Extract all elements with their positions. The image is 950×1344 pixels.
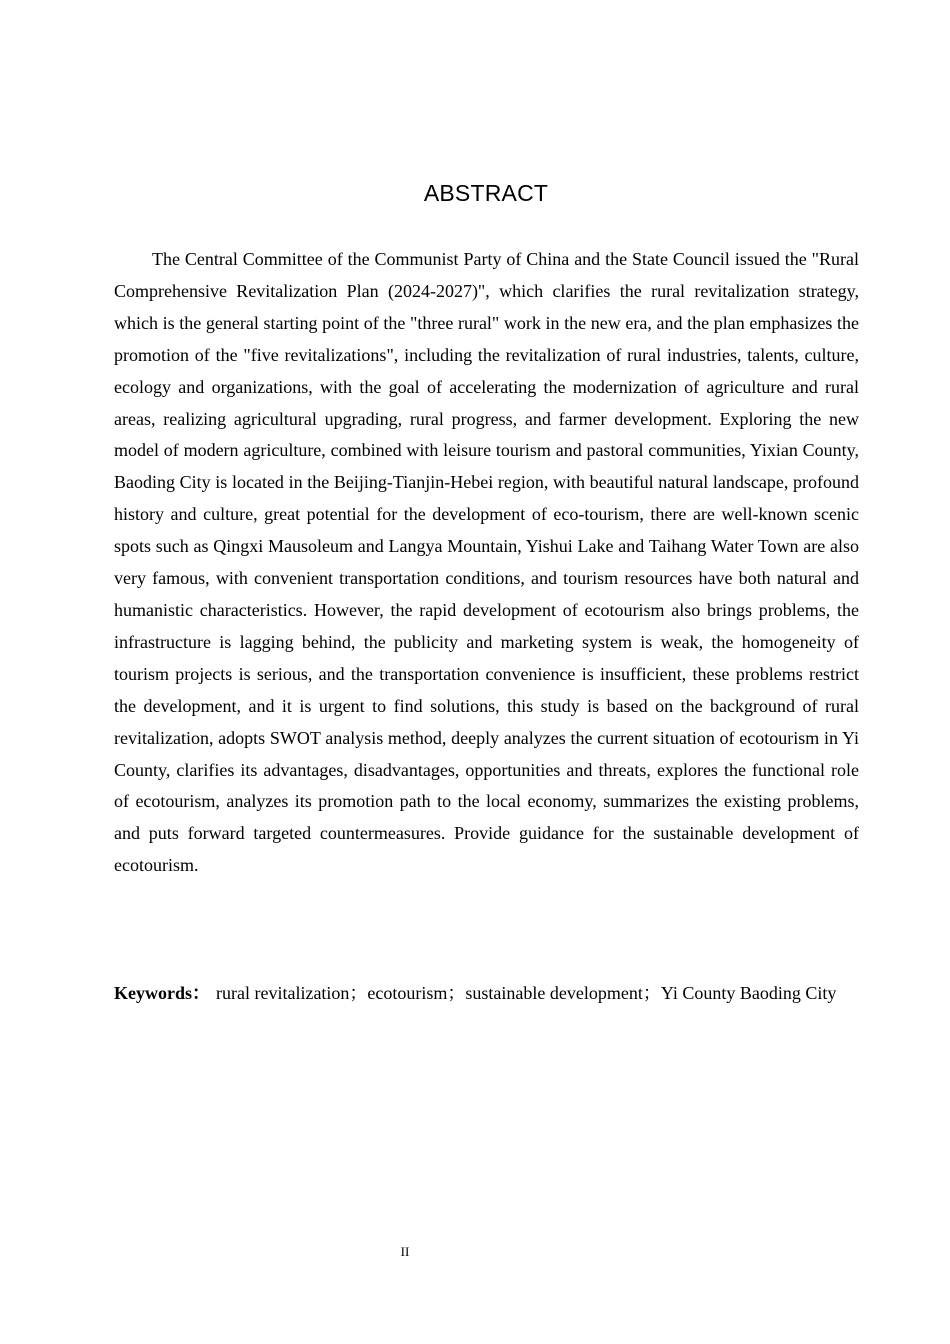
keywords-text: rural revitalization；ecotourism；sustainable development；Yi County Baoding City xyxy=(216,983,837,1003)
keywords-line xyxy=(114,978,859,1010)
abstract-heading: ABSTRACT xyxy=(423,180,549,206)
page-number: II xyxy=(400,1244,410,1259)
keywords-label: Keywords： xyxy=(114,983,210,1003)
abstract-body: The Central Committee of the Communist Party of China and the State Council issued the "Rural Comprehensive Revitalization Plan (2024-2027)", which clarifies the rural revitalization strategy, which is the general starting point of the "three rural" work in the new era, and the plan emphasizes the promotion of the "five revitalizations", including the revitalization of rural industries, talents, culture, ecology and organizations, with the goal of accelerating the modernization of agriculture and rural areas, realizing agricultural upgrading, rural progress, and farmer development. Exploring the new model of modern agriculture, combined with leisure tourism and pastoral communities, Yixian County, Baoding City is located in the Beijing-Tianjin-Hebei region, with beautiful natural landscape, profound history and culture, great potential for the development of eco-tourism, there are well-known scenic spots such as Qingxi Mausoleum and Langya Mountain, Yishui Lake and Taihang Water Town are also very famous, with convenient transportation conditions, and tourism resources have both natural and humanistic characteristics. However, the rapid development of ecotourism also brings problems, the infrastructure is lagging behind, the publicity and marketing system is weak, the homogeneity of tourism projects is serious, and the transportation convenience is insufficient, these problems restrict the development, and it is urgent to find solutions, this study is based on the background of rural revitalization, adopts SWOT analysis method, deeply analyzes the current situation of ecotourism in Yi County, clarifies its advantages, disadvantages, opportunities and threats, explores the functional role of ecotourism, analyzes its promotion path to the local economy, summarizes the existing problems, and puts forward targeted countermeasures. Provide guidance for the sustainable development of ecotourism. xyxy=(114,249,859,876)
